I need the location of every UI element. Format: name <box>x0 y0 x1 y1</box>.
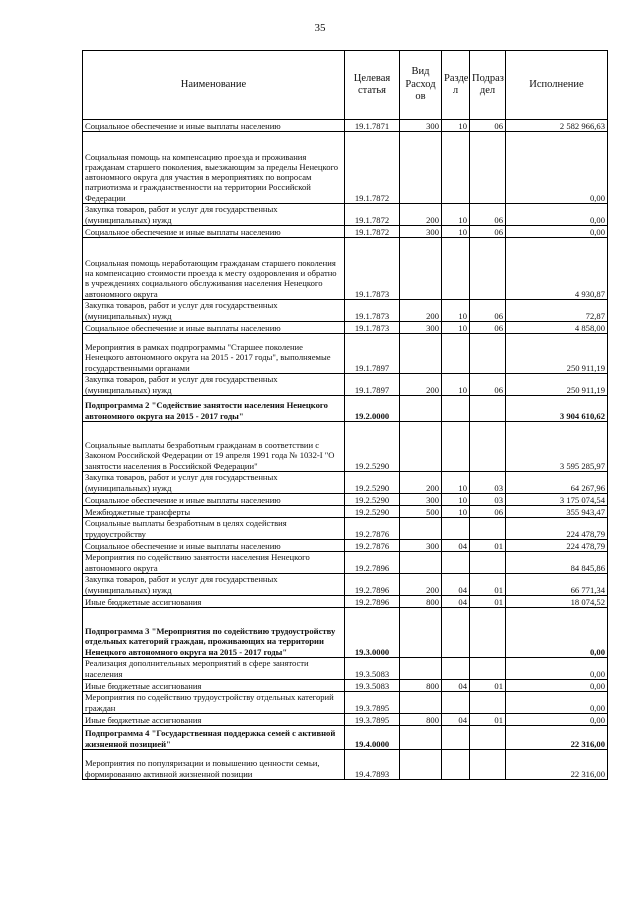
table-body <box>83 120 608 780</box>
table-row <box>83 472 608 494</box>
row-subsection: 03 <box>470 472 506 494</box>
row-subsection <box>470 552 506 574</box>
row-name: Подпрограмма 4 "Государственная поддержка семей с активной жизненной позицией" <box>83 726 345 750</box>
row-expense-type <box>400 552 442 574</box>
row-target-article: 19.1.7873 <box>345 322 400 334</box>
row-execution: 224 478,79 <box>506 540 608 552</box>
row-subsection <box>470 132 506 204</box>
row-execution: 355 943,47 <box>506 506 608 518</box>
row-execution: 72,87 <box>506 300 608 322</box>
row-expense-type <box>400 608 442 658</box>
row-name: Мероприятия по популяризации и повышению ценности семьи, формированию активной жизненной позиции <box>83 750 345 780</box>
row-expense-type <box>400 726 442 750</box>
table-row <box>83 658 608 680</box>
row-execution: 84 845,86 <box>506 552 608 574</box>
row-name: Закупка товаров, работ и услуг для государственных (муниципальных) нужд <box>83 300 345 322</box>
row-subsection <box>470 518 506 540</box>
table-row <box>83 714 608 726</box>
row-execution: 0,00 <box>506 132 608 204</box>
row-section: 10 <box>442 120 470 132</box>
row-expense-type: 300 <box>400 494 442 506</box>
row-section <box>442 608 470 658</box>
row-subsection <box>470 334 506 374</box>
row-expense-type: 300 <box>400 226 442 238</box>
table-row <box>83 540 608 552</box>
row-execution: 64 267,96 <box>506 472 608 494</box>
row-expense-type: 300 <box>400 322 442 334</box>
row-target-article: 19.2.5290 <box>345 494 400 506</box>
row-subsection: 01 <box>470 680 506 692</box>
row-target-article: 19.2.7896 <box>345 596 400 608</box>
row-section <box>442 658 470 680</box>
row-execution: 0,00 <box>506 714 608 726</box>
row-name: Мероприятия по содействию занятости населения Ненецкого автономного округа <box>83 552 345 574</box>
row-execution: 224 478,79 <box>506 518 608 540</box>
row-execution: 3 175 074,54 <box>506 494 608 506</box>
table-row <box>83 132 608 204</box>
row-section <box>442 132 470 204</box>
row-section <box>442 552 470 574</box>
row-subsection: 06 <box>470 506 506 518</box>
row-name: Иные бюджетные ассигнования <box>83 596 345 608</box>
row-target-article: 19.3.7895 <box>345 692 400 714</box>
row-subsection: 06 <box>470 226 506 238</box>
row-subsection <box>470 726 506 750</box>
row-section <box>442 334 470 374</box>
row-target-article: 19.2.7896 <box>345 552 400 574</box>
row-target-article: 19.1.7873 <box>345 300 400 322</box>
row-target-article: 19.4.0000 <box>345 726 400 750</box>
row-expense-type <box>400 132 442 204</box>
row-subsection: 06 <box>470 322 506 334</box>
row-name: Социальное обеспечение и иные выплаты населению <box>83 226 345 238</box>
row-name: Иные бюджетные ассигнования <box>83 714 345 726</box>
row-name: Закупка товаров, работ и услуг для государственных (муниципальных) нужд <box>83 472 345 494</box>
row-execution: 0,00 <box>506 658 608 680</box>
row-name: Социальное обеспечение и иные выплаты населению <box>83 120 345 132</box>
row-subsection <box>470 396 506 422</box>
table-row <box>83 494 608 506</box>
row-target-article: 19.3.5083 <box>345 680 400 692</box>
table-row <box>83 692 608 714</box>
row-execution: 0,00 <box>506 608 608 658</box>
row-name: Закупка товаров, работ и услуг для государственных (муниципальных) нужд <box>83 374 345 396</box>
row-section: 10 <box>442 494 470 506</box>
row-section <box>442 422 470 472</box>
row-section <box>442 750 470 780</box>
row-subsection <box>470 238 506 300</box>
row-expense-type <box>400 658 442 680</box>
row-target-article: 19.1.7872 <box>345 204 400 226</box>
row-expense-type <box>400 750 442 780</box>
row-execution: 22 316,00 <box>506 726 608 750</box>
header-target-article: Целевая статья <box>345 51 400 120</box>
page-number: 35 <box>314 22 326 34</box>
row-section <box>442 518 470 540</box>
row-name: Закупка товаров, работ и услуг для государственных (муниципальных) нужд <box>83 204 345 226</box>
row-expense-type: 200 <box>400 204 442 226</box>
row-subsection: 06 <box>470 204 506 226</box>
row-section: 10 <box>442 204 470 226</box>
row-target-article: 19.1.7872 <box>345 226 400 238</box>
row-expense-type <box>400 238 442 300</box>
row-target-article: 19.1.7897 <box>345 374 400 396</box>
row-section: 04 <box>442 540 470 552</box>
row-subsection: 06 <box>470 120 506 132</box>
row-execution: 3 904 610,62 <box>506 396 608 422</box>
row-expense-type: 500 <box>400 506 442 518</box>
row-name: Подпрограмма 3 "Мероприятия по содействию трудоустройству отдельных категорий граждан, проживающих на территории Ненецкого автономного округа на 2015 - 2017 годы" <box>83 608 345 658</box>
table-row <box>83 574 608 596</box>
row-section <box>442 238 470 300</box>
table-row <box>83 374 608 396</box>
table-row <box>83 396 608 422</box>
row-section: 10 <box>442 506 470 518</box>
row-target-article: 19.1.7872 <box>345 132 400 204</box>
row-section: 10 <box>442 322 470 334</box>
row-name: Межбюджетные трансферты <box>83 506 345 518</box>
row-target-article: 19.3.0000 <box>345 608 400 658</box>
row-name: Социальная помощь неработающим гражданам старшего поколения на компенсацию стоимости проезда к месту оздоровления и обратно в учреждениях социального обслуживания населения Ненецкого автономного округа <box>83 238 345 300</box>
row-expense-type: 800 <box>400 596 442 608</box>
row-execution: 66 771,34 <box>506 574 608 596</box>
row-subsection: 01 <box>470 540 506 552</box>
row-name: Социальные выплаты безработным в целях содействия трудоустройству <box>83 518 345 540</box>
table-row <box>83 238 608 300</box>
table-header-row <box>83 51 608 120</box>
row-execution: 250 911,19 <box>506 374 608 396</box>
row-section: 04 <box>442 714 470 726</box>
row-section: 04 <box>442 596 470 608</box>
row-expense-type <box>400 518 442 540</box>
row-execution: 250 911,19 <box>506 334 608 374</box>
row-name: Социальное обеспечение и иные выплаты населению <box>83 322 345 334</box>
row-name: Социальная помощь на компенсацию проезда и проживания гражданам старшего поколения, выезжающим за пределы Ненецкого автономного округа для участия в мероприятиях по вопросам патриотизма и гражданственности на территории Российской Федерации <box>83 132 345 204</box>
table-row <box>83 680 608 692</box>
row-expense-type <box>400 334 442 374</box>
row-subsection <box>470 692 506 714</box>
row-subsection: 06 <box>470 374 506 396</box>
row-section <box>442 396 470 422</box>
row-section: 04 <box>442 574 470 596</box>
header-execution: Исполнение <box>506 51 608 120</box>
row-expense-type: 200 <box>400 574 442 596</box>
table-row <box>83 506 608 518</box>
row-section: 10 <box>442 472 470 494</box>
row-target-article: 19.2.7876 <box>345 518 400 540</box>
row-target-article: 19.3.5083 <box>345 658 400 680</box>
row-name: Мероприятия в рамках подпрограммы "Старшее поколение Ненецкого автономного округа на 2015 - 2017 годы", выполняемые государственными органами <box>83 334 345 374</box>
row-execution: 18 074,52 <box>506 596 608 608</box>
row-expense-type <box>400 692 442 714</box>
row-execution: 3 595 285,97 <box>506 422 608 472</box>
row-expense-type: 200 <box>400 374 442 396</box>
table-row <box>83 120 608 132</box>
table-row <box>83 226 608 238</box>
table-row <box>83 518 608 540</box>
row-name: Иные бюджетные ассигнования <box>83 680 345 692</box>
row-section <box>442 692 470 714</box>
table-row <box>83 322 608 334</box>
table-row <box>83 726 608 750</box>
row-target-article: 19.1.7871 <box>345 120 400 132</box>
row-execution: 2 582 966,63 <box>506 120 608 132</box>
row-subsection: 01 <box>470 714 506 726</box>
row-subsection <box>470 750 506 780</box>
row-subsection <box>470 658 506 680</box>
row-target-article: 19.3.7895 <box>345 714 400 726</box>
row-target-article: 19.2.7896 <box>345 574 400 596</box>
row-execution: 0,00 <box>506 226 608 238</box>
row-execution: 4 930,87 <box>506 238 608 300</box>
row-name: Социальное обеспечение и иные выплаты населению <box>83 540 345 552</box>
row-expense-type: 200 <box>400 472 442 494</box>
row-name: Социальное обеспечение и иные выплаты населению <box>83 494 345 506</box>
row-expense-type: 800 <box>400 680 442 692</box>
row-execution: 0,00 <box>506 204 608 226</box>
row-target-article: 19.2.5290 <box>345 506 400 518</box>
row-subsection <box>470 608 506 658</box>
row-name: Мероприятия по содействию трудоустройству отдельных категорий граждан <box>83 692 345 714</box>
table-row <box>83 608 608 658</box>
table-row <box>83 422 608 472</box>
row-name: Подпрограмма 2 "Содействие занятости населения Ненецкого автономного округа на 2015 - 2017 годы" <box>83 396 345 422</box>
row-section: 10 <box>442 374 470 396</box>
row-expense-type <box>400 396 442 422</box>
row-subsection: 01 <box>470 574 506 596</box>
row-subsection: 03 <box>470 494 506 506</box>
row-target-article: 19.2.7876 <box>345 540 400 552</box>
row-name: Социальные выплаты безработным гражданам в соответствии с Законом Российской Федерации от 19 апреля 1991 года № 1032-I "О занятости населения в Российской Федерации" <box>83 422 345 472</box>
row-name: Реализация дополнительных мероприятий в сфере занятости населения <box>83 658 345 680</box>
row-subsection <box>470 422 506 472</box>
header-name: Наименование <box>83 51 345 120</box>
row-target-article: 19.2.5290 <box>345 472 400 494</box>
row-target-article: 19.1.7897 <box>345 334 400 374</box>
table-row <box>83 300 608 322</box>
header-expense-type: Вид Расход ов <box>400 51 442 120</box>
table-row <box>83 204 608 226</box>
row-execution: 0,00 <box>506 692 608 714</box>
row-section <box>442 726 470 750</box>
row-execution: 4 858,00 <box>506 322 608 334</box>
header-subsection: Подраз дел <box>470 51 506 120</box>
table-row <box>83 750 608 780</box>
row-execution: 0,00 <box>506 680 608 692</box>
row-section: 10 <box>442 300 470 322</box>
row-name: Закупка товаров, работ и услуг для государственных (муниципальных) нужд <box>83 574 345 596</box>
row-execution: 22 316,00 <box>506 750 608 780</box>
row-expense-type: 200 <box>400 300 442 322</box>
row-expense-type: 300 <box>400 120 442 132</box>
table-row <box>83 552 608 574</box>
table-row <box>83 334 608 374</box>
row-section: 04 <box>442 680 470 692</box>
row-section: 10 <box>442 226 470 238</box>
budget-table <box>82 50 608 780</box>
row-subsection: 06 <box>470 300 506 322</box>
table-row <box>83 596 608 608</box>
header-section: Разде л <box>442 51 470 120</box>
row-subsection: 01 <box>470 596 506 608</box>
row-target-article: 19.4.7893 <box>345 750 400 780</box>
row-target-article: 19.1.7873 <box>345 238 400 300</box>
row-expense-type <box>400 422 442 472</box>
row-target-article: 19.2.0000 <box>345 396 400 422</box>
row-expense-type: 800 <box>400 714 442 726</box>
row-target-article: 19.2.5290 <box>345 422 400 472</box>
row-expense-type: 300 <box>400 540 442 552</box>
